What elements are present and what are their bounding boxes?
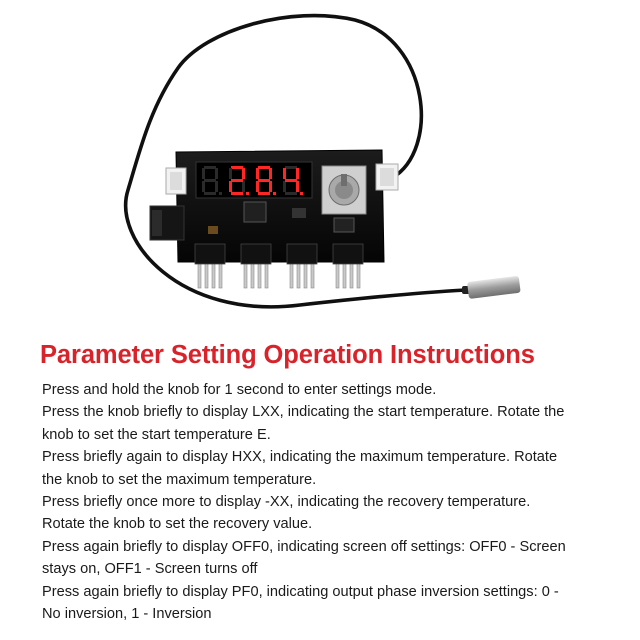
rotary-knob-icon[interactable] bbox=[322, 166, 366, 214]
instruction-line: Press the knob briefly to display LXX, indicating the start temperature. Rotate the bbox=[42, 404, 565, 421]
instruction-line: the knob to set the maximum temperature. bbox=[42, 471, 317, 488]
instruction-line: stays on, OFF1 - Screen turns off bbox=[42, 561, 258, 578]
instruction-line: Press briefly again to display HXX, indicating the maximum temperature. Rotate bbox=[42, 449, 558, 466]
instructions-body bbox=[42, 379, 612, 625]
fan-headers bbox=[198, 262, 360, 288]
temperature-probe bbox=[462, 276, 521, 299]
instruction-line: Rotate the knob to set the recovery value. bbox=[42, 516, 313, 533]
instruction-line: Press again briefly to display OFF0, indicating screen off settings: OFF0 - Screen bbox=[42, 538, 566, 555]
instructions-title: Parameter Setting Operation Instructions bbox=[40, 341, 535, 369]
instruction-line: Press briefly once more to display -XX, indicating the recovery temperature. bbox=[42, 494, 531, 511]
instruction-line: No inversion, 1 - Inversion bbox=[42, 606, 212, 623]
seven-segment-display bbox=[196, 162, 312, 198]
instruction-line: Press and hold the knob for 1 second to enter settings mode. bbox=[42, 382, 437, 398]
instruction-line: Press again briefly to display PF0, indicating output phase inversion settings: 0 - bbox=[42, 583, 559, 600]
instruction-line: knob to set the start temperature E. bbox=[42, 426, 271, 443]
control-board bbox=[150, 150, 398, 288]
